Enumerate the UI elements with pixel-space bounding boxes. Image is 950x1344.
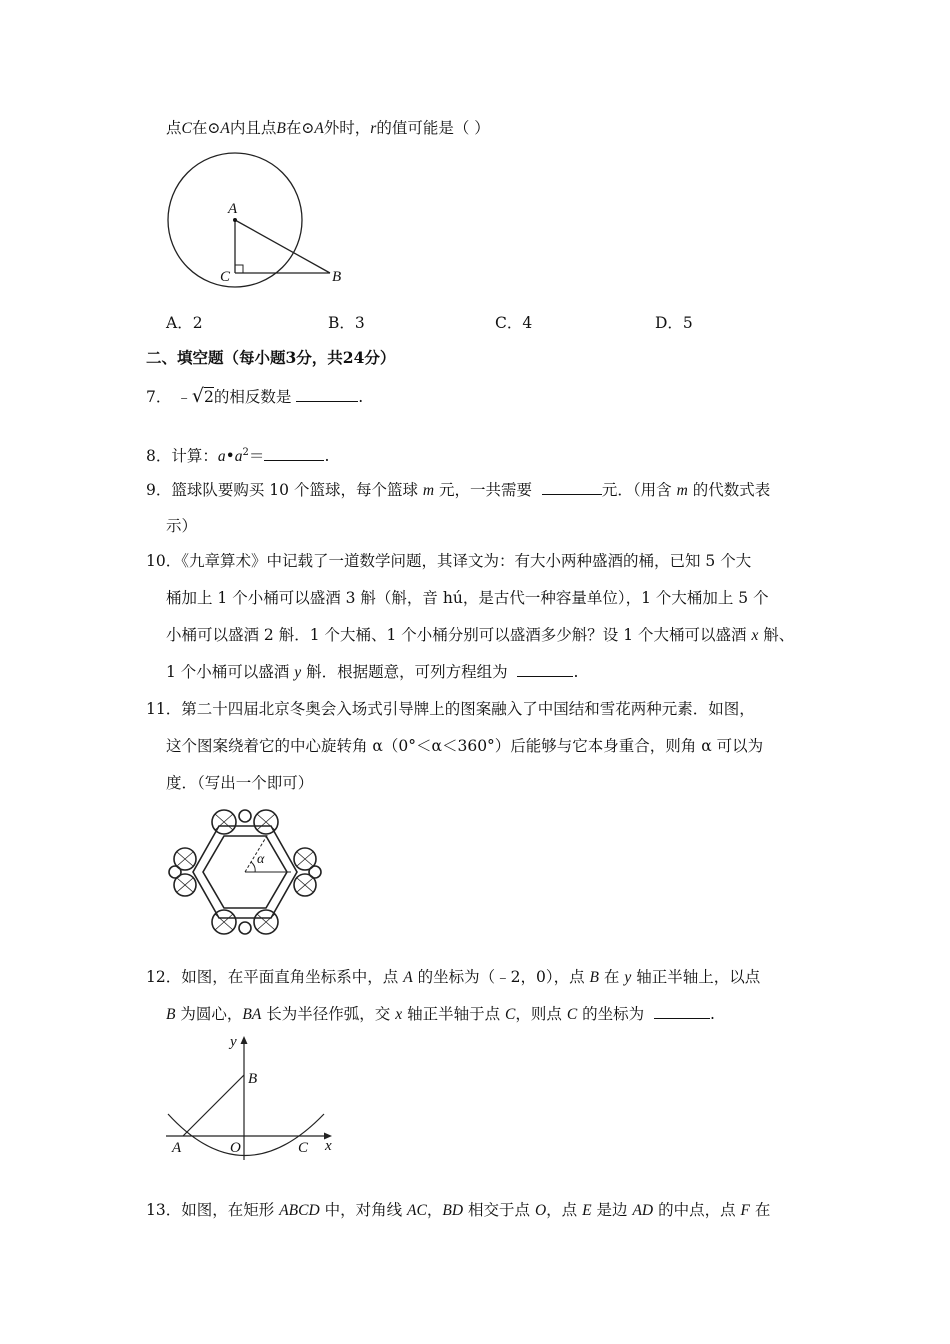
point-label-c: C (220, 269, 231, 285)
q9-answer-blank (542, 480, 602, 495)
point-label-a: A (172, 1140, 182, 1156)
q8: 8．计算：$a•a^2=$ . (146, 447, 330, 466)
q10-line3: 小桶可以盛酒 2 斛．1 个大桶、1 个小桶分别可以盛酒多少斛？设 1 个大桶可以盛酒 x 斛、 (166, 626, 795, 644)
q10-answer-blank (517, 662, 573, 677)
section-title: 二、填空题（每小题3分，共24分） (146, 348, 396, 367)
point-label-c: C (298, 1140, 309, 1156)
q9-line2: 示） (166, 517, 198, 535)
q6-option-a: A．2 (166, 314, 203, 332)
q11-line3: 度．（写出一个即可） (166, 774, 314, 792)
point-label-a: A (228, 201, 238, 217)
angle-alpha-label: α (257, 852, 265, 867)
q11-line1: 11．第二十四届北京冬奥会入场式引导牌上的图案融入了中国结和雪花两种元素．如图， (146, 700, 755, 718)
q9-line1: 9．篮球队要购买 10 个篮球，每个篮球 m 元，一共需要 元．（用含 m 的代数式表 (146, 481, 771, 499)
q13-line1: 13．如图，在矩形 ABCD 中，对角线 AC，BD 相交于点 O，点 E 是边 AD 的中点，点 F 在 (146, 1201, 771, 1219)
q7-answer-blank (296, 387, 358, 402)
axis-label-y: y (230, 1034, 237, 1050)
origin-label-o: O (230, 1140, 241, 1156)
q12-line2: B 为圆心，BA 长为半径作弧，交 x 轴正半轴于点 C，则点 C 的坐标为 . (166, 1005, 715, 1023)
q6-option-b: B．3 (328, 314, 365, 332)
q11-line2: 这个图案绕着它的中心旋转角 α（0°＜α＜360°）后能够与它本身重合，则角 α 可以为 (166, 737, 764, 755)
q12-line1: 12．如图，在平面直角坐标系中，点 A 的坐标为（﹣2，0），点 B 在 y 轴正半轴上，以点 (146, 968, 761, 986)
sqrt-sign: √ (191, 385, 204, 407)
q11-knot-pattern-figure (165, 804, 325, 939)
q6-option-c: C．4 (495, 314, 533, 332)
q12-answer-blank (654, 1004, 710, 1019)
q6-option-d: D．5 (655, 314, 693, 332)
q6-circle-figure (160, 150, 360, 300)
q8-answer-blank (264, 446, 324, 461)
q12-coordinate-figure (160, 1032, 350, 1162)
point-label-b: B (332, 269, 342, 285)
axis-label-x: x (325, 1138, 332, 1154)
q7: 7． ﹣√2的相反数是 . (146, 385, 364, 407)
q10-line2: 桶加上 1 个小桶可以盛酒 3 斛（斛，音 hú，是古代一种容量单位），1 个大桶加上 5 个 (166, 589, 769, 607)
q10-line1: 10．《九章算术》中记载了一道数学问题，其译文为：有大小两种盛酒的桶，已知 5 个大 (146, 552, 752, 570)
q10-line4: 1 个小桶可以盛酒 y 斛．根据题意，可列方程组为 . (166, 663, 579, 681)
point-label-b: B (248, 1071, 258, 1087)
q6-stem: 点C在⊙A内且点B在⊙A外时，r的值可能是（ ） (166, 119, 490, 137)
